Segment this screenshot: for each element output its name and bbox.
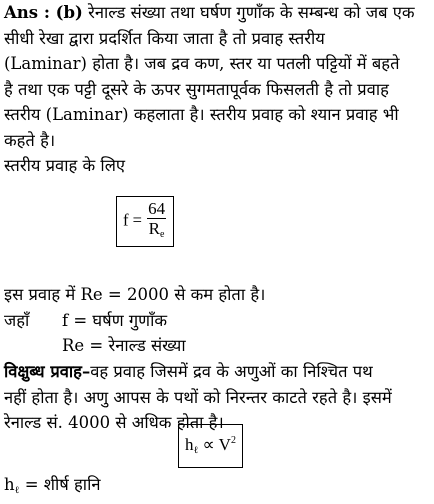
friction-factor-formula — [116, 196, 174, 247]
answer-line-1: Ans : (b) रेनाल्ड संख्या तथा घर्षण गुणाँक के सम्बन्ध को जब एक — [4, 3, 415, 22]
answer-line-3: (Laminar) होता है। जब द्रव कण, स्तर या पतली पट्टियों में बहते — [4, 54, 400, 73]
turbulent-line-2: नहीं होता है। अणु आपस के पथों को निरन्तर काटते रहते है। इसमें — [4, 387, 392, 407]
formula-box — [116, 196, 174, 247]
solution-page — [4, 0, 430, 496]
proportionality-box: $h_\ell \propto V^2$ — [178, 424, 243, 468]
turbulent-line-1: विक्षुब्ध प्रवाह–वह प्रवाह जिसमें द्रव के अणुओं का निश्चित पथ — [4, 362, 373, 381]
turbulent-line-3: रेनाल्ड सं. 4000 से अधिक होता है। — [4, 413, 224, 432]
turbulent-title: विक्षुब्ध प्रवाह– — [4, 362, 91, 381]
answer-line-4: है तथा एक पट्टी दूसरे के ऊपर सुगमतापूर्वक फिसलती है तो प्रवाह — [4, 79, 389, 99]
definitions-block — [4, 282, 430, 436]
head-loss-proportionality — [178, 424, 243, 468]
reynolds-limit-line: इस प्रवाह में Re = 2000 से कम होता है। — [4, 285, 266, 304]
answer-line-6: कहते है। — [4, 130, 56, 150]
formula-lhs: f = — [123, 210, 142, 230]
reynolds-number-definition: Re = रेनाल्ड संख्या — [62, 336, 186, 355]
formula-denominator: $R_e$ — [147, 218, 167, 244]
answer-line-2: सीधी रेखा द्वारा प्रदर्शित किया जाता है तो प्रवाह स्तरीय — [4, 28, 325, 48]
where-label: जहाँ — [4, 311, 30, 330]
formula-numerator: 64 — [148, 199, 166, 218]
answer-paragraph — [4, 0, 430, 179]
friction-factor-definition: f = घर्षण गुणाँक — [62, 311, 168, 330]
proportional-symbol: ∝ — [202, 435, 215, 454]
answer-label: Ans : (b) — [4, 3, 83, 22]
laminar-for-label: स्तरीय प्रवाह के लिए — [4, 156, 126, 175]
head-loss-definition: $h_\ell$ = शीर्ष हानि — [4, 475, 101, 496]
formula-fraction — [146, 199, 167, 244]
answer-line-5: स्तरीय (Laminar) कहलाता है। स्तरीय प्रवाह को श्यान प्रवाह भी — [4, 105, 399, 124]
